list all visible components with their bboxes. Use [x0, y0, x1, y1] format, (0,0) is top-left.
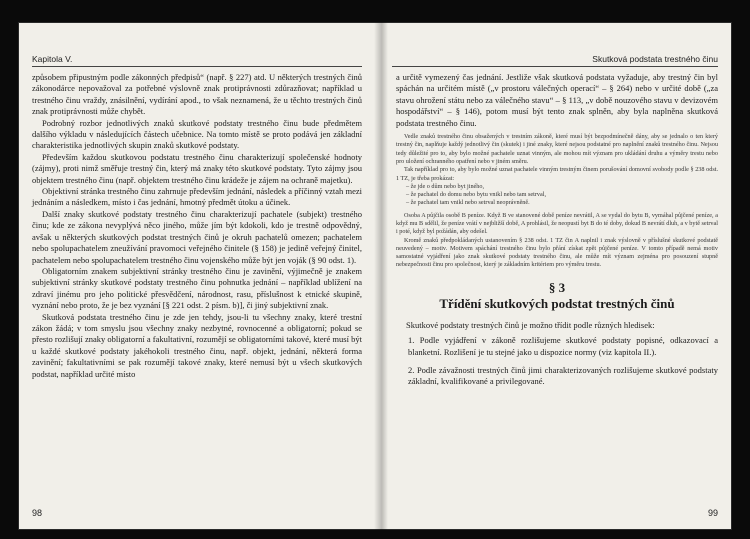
classification-item: 1. Podle vyjádření v zákoně rozlišujeme skutkové podstaty popisné, odkazovací a blanketní. Rozlišení je tu stejné jako u dispozice normy (viz kapitola II.). [408, 335, 718, 357]
left-page-number: 98 [32, 508, 43, 518]
paragraph: Osoba A půjčila osobě B peníze. Když B ve stanovené době peníze nevrátil, A se vydal do bytu B, vymáhal půjčené peníze, a když mu B sdělil, že peníze vrátí v nejbližší době, A prohlásil, že neopustí byt B do té doby, dokud B nevrátí dluh, a v bytě setrval i poté, když byl požádán, aby odešel. [396, 211, 718, 236]
list-item: – že pachatel do domu nebo bytu vnikl nebo tam setrval, [406, 191, 547, 199]
paragraph: Kromě znaků předpokládaných ustanovením § 238 odst. 1 TZ čin A naplnil i znak výslovně v příslušné skutkové podstatě neuvedený – motiv. Motivem spáchání trestného činu bylo přání získat zpět půjčené peníze. V tomto případě nemá motiv samostatné vyjádření jako znak skutkové podstaty trestného činu, ale může mít význam zejména pro posouzení stupně nebezpečnosti činu pro společnost, který je základním kritériem pro výměru trestu. [396, 236, 718, 269]
right-header-rule [392, 66, 718, 67]
book-spread [18, 22, 732, 530]
section-number: § 3 [548, 279, 566, 295]
paragraph: Podrobný rozbor jednotlivých znaků skutkové podstaty trestného činu bude předmětem dalšího výkladu v následujících částech učebnice. Na tomto místě se proto podává jen základní charakteristika jednotlivých skupin znaků skutkové podstaty. [32, 117, 362, 151]
paragraph: Vedle znaků trestného činu obsažených v trestním zákoně, které musí být bezpodmínečně dány, aby se jednalo o ten který trestný čin, naplňuje každý jednotlivý čin (skutek) i jiné znaky, které nejsou podstatné pro naplnění znaků trestného činu. Nejsou tedy důležité pro to, aby bylo možné pachatele uznat vinným, ale mohou mít význam pro ukládání druhu a výměry trestu nebo pro uložení ochranného opatření nebo v jiném směru. [396, 133, 718, 165]
paragraph: Další znaky skutkové podstaty trestného činu charakterizují pachatele (subjekt) trestného činu; kde ze zákona nevyplývá něco jiného, může jím být kdokoli, kdo je trestně odpovědný, avšak u některých skutkových podstat trestných činů je okruh pachatelů omezen; pachatelem nebo spolupachatelem zneužívání pravomoci veřejného činitele (§ 158) je jedině veřejný činitel, pachatelem nebo spolupachatelem trestného činu vojenského může být jen voják (§ 90 odst. 1). [32, 208, 362, 265]
classification-item: 2. Podle závažnosti trestných činů jimi charakterizovaných rozlišujeme skutkové podstaty základní, kvalifikované a privilegované. [408, 365, 718, 387]
small-print-block [396, 133, 718, 270]
paragraph: Obligatorním znakem subjektivní stránky trestného činu je zavinění, výjimečně je znakem subjektivní stránky skutkové podstaty trestného činu pohnutka jednání – například ublížení na zdraví jinému pro jeho politické přesvědčení, národnost, rasu, příslušnost k etnické skupině, vyznání nebo proto, že je bez vyznání [§ 221 odst. 2 písm. b)], či jiný subjektivní znak. [32, 265, 362, 311]
left-body [32, 72, 362, 380]
paragraph: způsobem připustným podle zákonných předpisů“ (např. § 227) atd. U některých trestných činů zákonodárce nepovažoval za potřebné výslovně znak protiprávnosti zdůrazňovat; například u trestného činu vraždy, znásilnění, vydírání apod., to však neznamená, že u těchto trestných činů znak protiprávnosti může chybět. [32, 72, 362, 117]
paragraph: Tak například pro to, aby bylo možné uznat pachatele vinným trestným činem porušování domovní svobody podle § 238 odst. 1 TZ, je třeba prokázat: [396, 166, 718, 182]
right-body [396, 72, 718, 388]
right-page [388, 22, 732, 530]
book-gutter [374, 22, 388, 530]
left-page [18, 22, 374, 530]
right-page-number: 99 [707, 508, 718, 518]
left-header-rule [32, 66, 362, 67]
list-item: – že pachatel tam vnikl nebo setrval neoprávněně. [406, 199, 530, 207]
paragraph: Skutkové podstaty trestných činů je možno třídit podle různých hledisek: [406, 319, 655, 330]
paragraph: a určitě vymezený čas jednání. Jestliže však skutková podstata vyžaduje, aby trestný čin byl spáchán na určitém místě („v prostoru válečných operací“ – § 264) nebo v určité době („za stavu ohrožení státu nebo za válečného stavu“ – § 113, „v době nouzového stavu v devizovém hospodářství“ – § 146), potom musí být tento znak splněn, aby byla naplněna skutková podstata trestného činu. [396, 72, 718, 128]
paragraph: Především každou skutkovou podstatu trestného činu charakterizují společenské hodnoty (zájmy), proti nimž směřuje trestný čin, který má znaky této skutkové podstaty. Tyto zájmy jsou objektem trestného činu (např. objektem trestného činu krádeže je zájem na ochraně majetku). [32, 151, 362, 185]
list-item: – že jde o dům nebo byt jiného, [406, 182, 485, 190]
right-running-head: Skutková podstata trestného činu [592, 54, 718, 64]
section-title: Třídění skutkových podstat trestných činů [439, 295, 675, 311]
paragraph: Skutková podstata trestného činu je zde jen tehdy, jsou-li tu všechny znaky, které trestní zákon žádá; v tom smyslu jsou všechny znaky nezbytné, rovnocenné a obligatorní; pokud se přesto rozlišují znaky obligatorní a fakultativní, rozumějí se obligatorními takové, které musí být u každé skutkové podstaty jakéhokoli trestného činu, např. objekt, jednání, některá forma zavinění; fakultativními se pak rozumějí takové znaky, které nemusí být u všech skutkových podstat, například určité místo [32, 311, 362, 379]
left-running-head: Kapitola V. [32, 54, 73, 64]
paragraph: Objektivní stránka trestného činu zahrnuje především jednání, následek a příčinný vztah mezi jednáním a následkem, místo i čas jednání, hmotný předmět útoku a účinek. [32, 186, 362, 208]
